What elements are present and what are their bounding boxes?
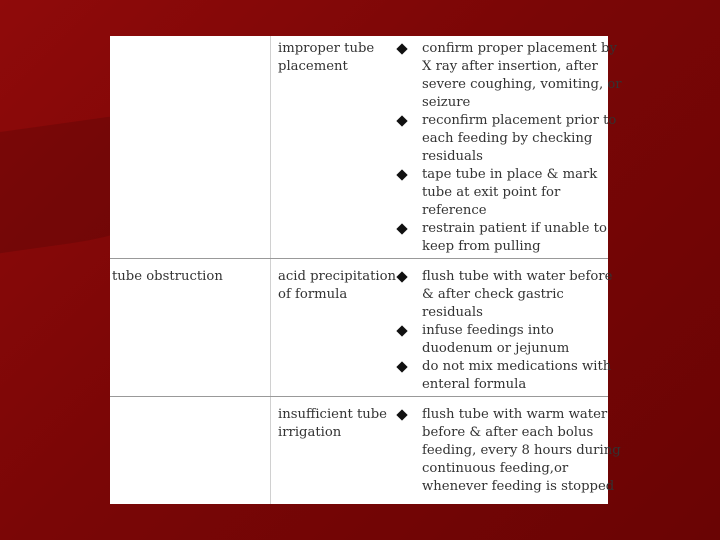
intervention-line: tape tube in place & mark — [422, 167, 598, 182]
column-divider — [270, 36, 271, 504]
cause-text: irrigation — [278, 425, 342, 440]
intervention-line: do not mix medications with — [422, 359, 612, 374]
intervention-line: feeding, every 8 hours during — [422, 443, 621, 458]
cause-text: placement — [278, 59, 348, 74]
row-divider — [110, 258, 608, 259]
bullet-icon — [396, 43, 407, 54]
intervention-line: enteral formula — [422, 377, 527, 392]
bullet-icon — [396, 223, 407, 234]
intervention-line: duodenum or jejunum — [422, 341, 570, 356]
intervention-line: restrain patient if unable to — [422, 221, 607, 236]
intervention-line: severe coughing, vomiting, or — [422, 77, 622, 92]
intervention-line: keep from pulling — [422, 239, 541, 254]
intervention-line: flush tube with warm water — [422, 407, 608, 422]
problem-text: tube obstruction — [112, 269, 223, 284]
intervention-line: whenever feeding is stopped — [422, 479, 615, 494]
row-divider — [110, 396, 608, 397]
table-panel — [110, 36, 622, 504]
intervention-line: continuous feeding,or — [422, 461, 569, 476]
intervention-line: & after check gastric — [422, 287, 564, 302]
bullet-icon — [396, 409, 407, 420]
intervention-line: tube at exit point for — [422, 185, 561, 200]
intervention-line: residuals — [422, 149, 483, 164]
intervention-line: before & after each bolus — [422, 425, 594, 440]
intervention-line: confirm proper placement by — [422, 41, 617, 56]
bullet-icon — [396, 271, 407, 282]
cause-text: acid precipitation — [278, 269, 397, 284]
intervention-line: reference — [422, 203, 487, 218]
intervention-line: flush tube with water before — [422, 269, 613, 284]
cause-text: improper tube — [278, 41, 375, 56]
bullet-icon — [396, 169, 407, 180]
cause-text: insufficient tube — [278, 407, 387, 422]
intervention-line: infuse feedings into — [422, 323, 554, 338]
bullet-icon — [396, 325, 407, 336]
intervention-line: X ray after insertion, after — [422, 59, 598, 74]
intervention-line: each feeding by checking — [422, 131, 593, 146]
intervention-line: residuals — [422, 305, 483, 320]
bullet-icon — [396, 115, 407, 126]
intervention-line: reconfirm placement prior to — [422, 113, 617, 128]
cause-text: of formula — [278, 287, 348, 302]
intervention-line: seizure — [422, 95, 471, 110]
bullet-icon — [396, 361, 407, 372]
